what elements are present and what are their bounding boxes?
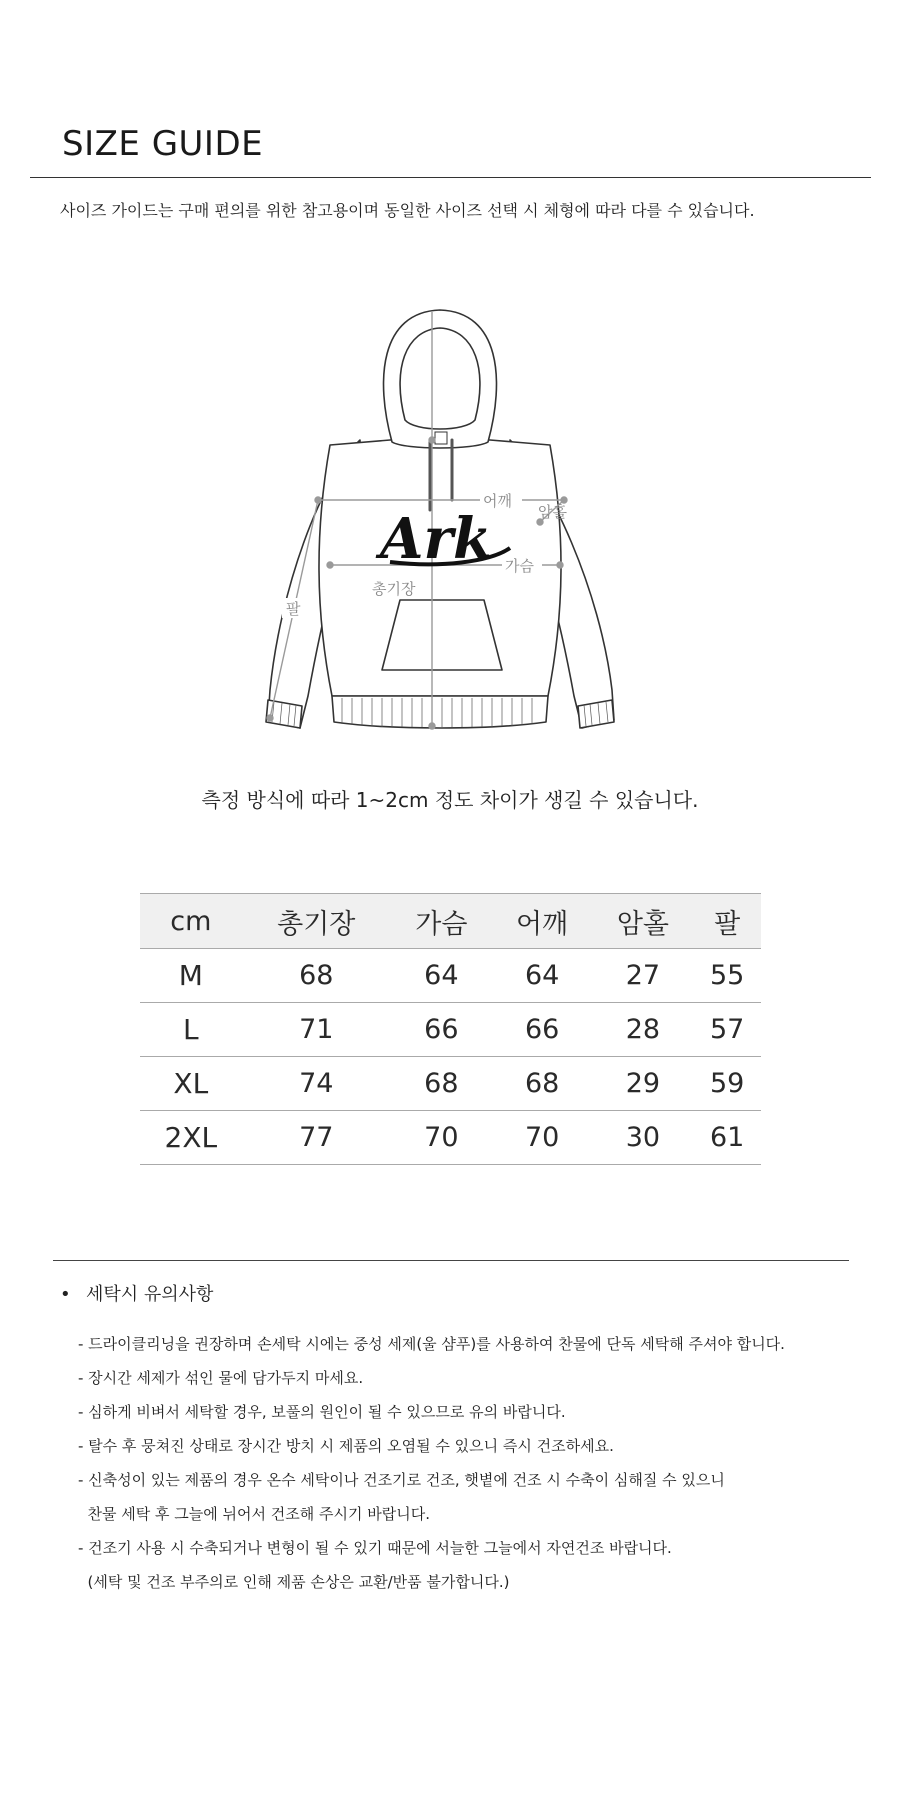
measurement-note: 측정 방식에 따라 1~2cm 정도 차이가 생길 수 있습니다. [201,788,699,812]
size-cell: XL [140,1057,242,1111]
care-item: - 탈수 후 뭉쳐진 상태로 장시간 방치 시 제품의 오염될 수 있으니 즉시 건조하세요. [78,1437,614,1455]
header-cell: 팔 [693,894,761,949]
care-heading [60,1280,213,1306]
value-cell: 70 [492,1111,593,1165]
title-divider [30,177,871,178]
header-cell: 총기장 [242,894,391,949]
care-item: 찬물 세탁 후 그늘에 뉘어서 건조해 주시기 바랍니다. [78,1505,430,1523]
label-armhole: 암홀 [538,503,567,521]
value-cell: 71 [242,1003,391,1057]
table-row [140,1111,761,1165]
label-sleeve: 팔 [286,600,301,618]
care-item: - 심하게 비벼서 세탁할 경우, 보풀의 원인이 될 수 있으므로 유의 바랍니다. [78,1403,566,1421]
value-cell: 70 [391,1111,492,1165]
table-row [140,949,761,1003]
care-item: - 신축성이 있는 제품의 경우 온수 세탁이나 건조기로 건조, 햇볕에 건조 시 수축이 심해질 수 있으니 [78,1471,725,1489]
care-item: (세탁 및 건조 부주의로 인해 제품 손상은 교환/반품 불가합니다.) [78,1573,510,1591]
table-row [140,1057,761,1111]
value-cell: 57 [693,1003,761,1057]
care-item: - 드라이클리닝을 권장하며 손세탁 시에는 중성 세제(울 샴푸)를 사용하여 찬물에 단독 세탁해 주셔야 합니다. [78,1335,785,1353]
bullet-icon: • [60,1284,71,1305]
chest-logo: Ark [380,506,492,572]
size-cell: 2XL [140,1111,242,1165]
care-item: - 건조기 사용 시 수축되거나 변형이 될 수 있기 때문에 서늘한 그늘에서 자연건조 바랍니다. [78,1539,672,1557]
header-cell: cm [140,894,242,949]
header-cell: 가슴 [391,894,492,949]
value-cell: 27 [593,949,694,1003]
value-cell: 77 [242,1111,391,1165]
header-cell: 암홀 [593,894,694,949]
value-cell: 66 [492,1003,593,1057]
label-length: 총기장 [372,580,416,598]
size-cell: M [140,949,242,1003]
value-cell: 28 [593,1003,694,1057]
hoodie-illustration [240,300,640,740]
size-cell: L [140,1003,242,1057]
value-cell: 68 [492,1057,593,1111]
label-shoulder: 어깨 [483,492,512,510]
value-cell: 74 [242,1057,391,1111]
value-cell: 59 [693,1057,761,1111]
care-item: - 장시간 세제가 섞인 물에 담가두지 마세요. [78,1369,364,1387]
value-cell: 64 [492,949,593,1003]
value-cell: 29 [593,1057,694,1111]
care-instructions [78,1334,878,1606]
label-chest: 가슴 [505,557,534,575]
size-table-header [140,894,761,949]
care-title-text: 세탁시 유의사항 [86,1284,214,1305]
page-title: SIZE GUIDE [62,124,264,164]
care-divider [53,1260,849,1261]
value-cell: 66 [391,1003,492,1057]
intro-text: 사이즈 가이드는 구매 편의를 위한 참고용이며 동일한 사이즈 선택 시 체형에 따라 다를 수 있습니다. [60,201,755,220]
value-cell: 68 [391,1057,492,1111]
header-cell: 어깨 [492,894,593,949]
size-table [140,893,761,1165]
table-row [140,1003,761,1057]
value-cell: 64 [391,949,492,1003]
hoodie-diagram [240,300,640,744]
value-cell: 55 [693,949,761,1003]
value-cell: 68 [242,949,391,1003]
value-cell: 61 [693,1111,761,1165]
value-cell: 30 [593,1111,694,1165]
